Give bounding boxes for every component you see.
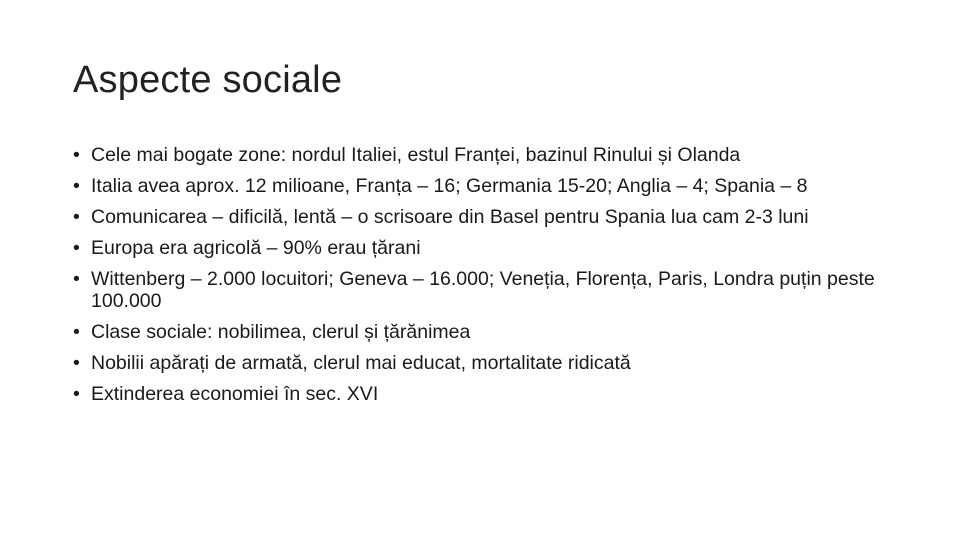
bullet-dot-icon: • — [73, 144, 80, 166]
bullet-item — [73, 321, 893, 343]
bullet-list — [73, 144, 893, 414]
bullet-text: Europa era agricolă – 90% erau țărani — [91, 237, 421, 259]
bullet-item — [73, 206, 893, 228]
bullet-dot-icon: • — [73, 352, 80, 374]
bullet-dot-icon: • — [73, 321, 80, 343]
bullet-item — [73, 352, 893, 374]
bullet-text: Nobilii apărați de armată, clerul mai educat, mortalitate ridicată — [91, 352, 631, 374]
bullet-item — [73, 175, 893, 197]
bullet-item — [73, 237, 893, 259]
bullet-text: Cele mai bogate zone: nordul Italiei, estul Franței, bazinul Rinului și Olanda — [91, 144, 741, 166]
bullet-item — [73, 268, 893, 312]
bullet-text: Extinderea economiei în sec. XVI — [91, 383, 379, 405]
bullet-text: Comunicarea – dificilă, lentă – o scrisoare din Basel pentru Spania lua cam 2-3 luni — [91, 206, 809, 228]
bullet-dot-icon: • — [73, 383, 80, 405]
bullet-dot-icon: • — [73, 268, 80, 290]
bullet-text: Italia avea aprox. 12 milioane, Franța – 16; Germania 15-20; Anglia – 4; Spania – 8 — [91, 175, 808, 197]
bullet-dot-icon: • — [73, 237, 80, 259]
bullet-item — [73, 144, 893, 166]
slide-title: Aspecte sociale — [73, 59, 343, 101]
bullet-text: Clase sociale: nobilimea, clerul și țărănimea — [91, 321, 471, 343]
bullet-item — [73, 383, 893, 405]
bullet-dot-icon: • — [73, 175, 80, 197]
bullet-text: Wittenberg – 2.000 locuitori; Geneva – 16.000; Veneția, Florența, Paris, Londra puțin peste 100.000 — [91, 268, 875, 312]
bullet-dot-icon: • — [73, 206, 80, 228]
